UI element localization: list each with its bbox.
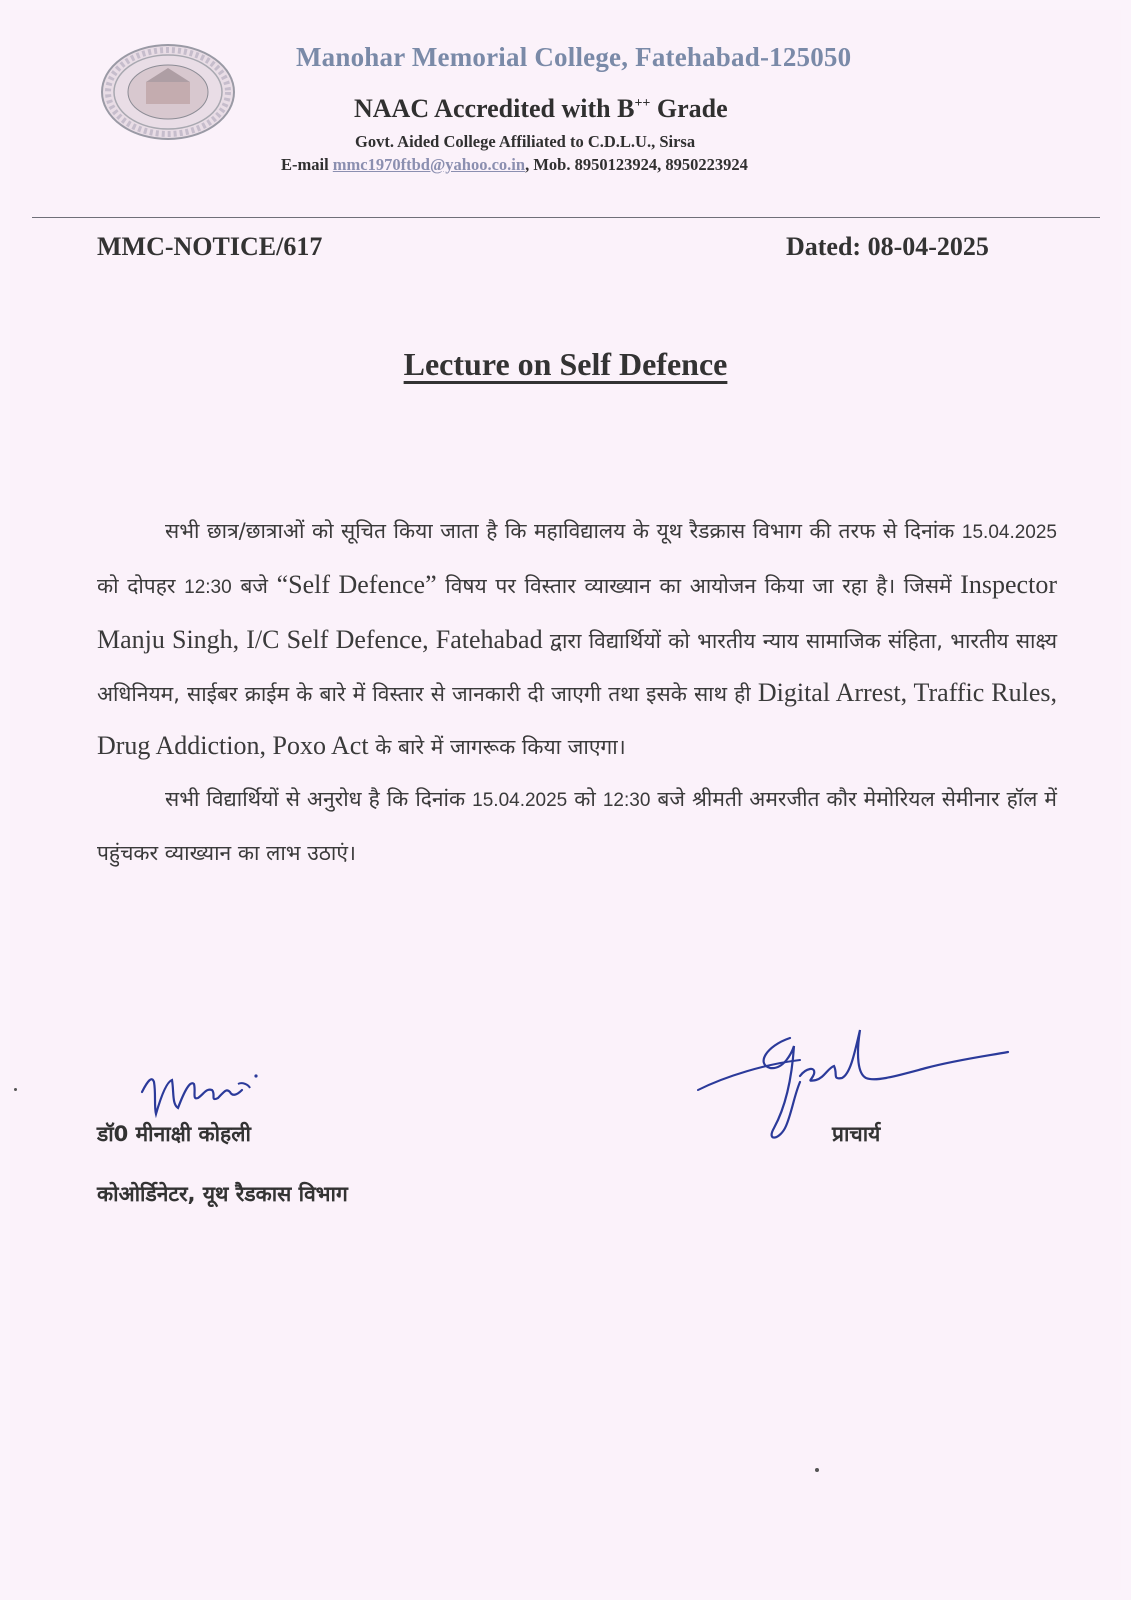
paper-speck <box>14 1088 17 1091</box>
p2-text-b: को <box>567 787 603 811</box>
affiliation: Govt. Aided College Affiliated to C.D.L.U., Sirsa <box>355 132 696 151</box>
principal-title: प्राचार्य <box>832 1122 881 1146</box>
paragraph-2 <box>97 773 1057 879</box>
notice-subject: Lecture on Self Defence <box>403 346 728 382</box>
p1-text-e: द्वारा विद्यार्थियों को भारतीय न्याय सामाजिक संहिता, भारतीय साक्ष्य अधिनियम, साईबर क्राईम के बारे में विस्तार से जानकारी दी जाएगी तथा इसके साथ ही <box>97 629 1058 706</box>
p1-date: 15.04.2025 <box>961 522 1057 543</box>
p1-text-c: बजे <box>231 574 277 598</box>
p1-text-d: विषय पर विस्तार व्याख्यान का आयोजन किया जा रहा है। जिसमें <box>436 574 961 598</box>
naac-accreditation <box>354 94 874 124</box>
naac-prefix: NAAC Accredited with B <box>354 94 635 123</box>
p1-time: 12:30 <box>184 577 232 598</box>
p1-text-a: सभी छात्र/छात्राओं को सूचित किया जाता है कि महाविद्यालय के यूथ रैडक्रास विभाग की तरफ से दिनांक <box>165 519 962 543</box>
p2-text-a: सभी विद्यार्थियों से अनुरोध है कि दिनांक <box>165 787 473 811</box>
p1-topic: “Self Defence” <box>276 570 437 599</box>
paper-speck <box>815 1468 819 1472</box>
header-divider <box>32 217 1100 218</box>
p2-time: 12:30 <box>602 790 651 811</box>
p2-date: 15.04.2025 <box>472 790 568 811</box>
email-label: E-mail <box>281 155 333 174</box>
p1-text-b: को दोपहर <box>97 574 185 598</box>
p1-text-f: के बारे में जागरूक किया जाएगा। <box>368 735 626 759</box>
notice-number: MMC-NOTICE/617 <box>97 232 323 261</box>
naac-suffix: Grade <box>650 94 728 123</box>
notice-body <box>97 505 1057 879</box>
mobile-numbers: , Mob. 8950123924, 8950223924 <box>525 155 748 174</box>
paragraph-1 <box>97 505 1057 773</box>
notice-date: Dated: 08-04-2025 <box>786 232 989 261</box>
p2-text-c: बजे श्रीमती अमरजीत कौर मेमोरियल सेमीनार हॉल में पहुंचकर व्याख्यान का लाभ उठाएं। <box>97 787 1057 865</box>
coordinator-name: डॉ0 मीनाक्षी कोहली <box>97 1122 251 1146</box>
naac-grade-plus: ++ <box>634 96 651 111</box>
coordinator-signature <box>138 1062 288 1122</box>
p1-topics: Digital Arrest, Traffic Rules, Drug Addiction, Poxo Act <box>97 678 1058 760</box>
coordinator-title: कोओर्डिनेटर, यूथ रैडकास विभाग <box>97 1182 348 1206</box>
college-name: Manohar Memorial College, Fatehabad-125050 <box>296 42 852 72</box>
email-link[interactable]: mmc1970ftbd@yahoo.co.in <box>332 155 526 174</box>
contact-line <box>281 155 921 175</box>
p1-speaker: Inspector Manju Singh, I/C Self Defence, Fatehabad <box>97 570 1057 654</box>
college-seal-logo <box>98 42 238 142</box>
